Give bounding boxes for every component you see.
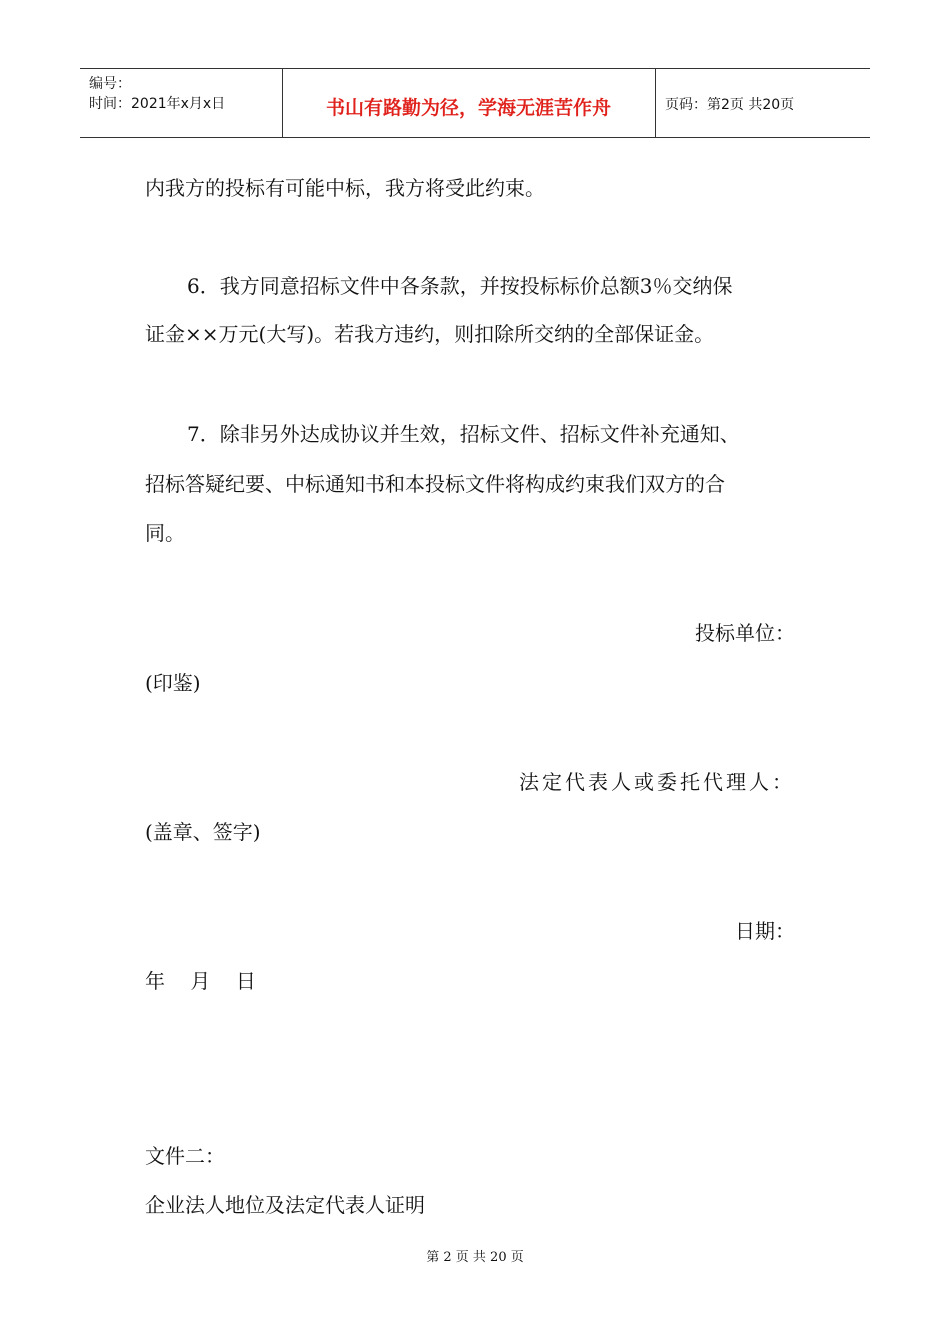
header-meta-cell — [80, 69, 283, 137]
file-two-title: 企业法人地位及法定代表人证明 — [145, 1193, 425, 1217]
representative-label: 法定代表人或委托代理人： — [519, 770, 795, 794]
header-page-info: 页码：第2页 共20页 — [665, 97, 795, 113]
file-two-label: 文件二： — [145, 1144, 225, 1168]
body-line: 招标答疑纪要、中标通知书和本投标文件将构成约束我们双方的合 — [145, 472, 725, 496]
header-page-cell — [655, 69, 870, 137]
body-line: 证金××万元(大写)。若我方违约，则扣除所交纳的全部保证金。 — [145, 322, 715, 346]
date-blank: 年 月 日 — [145, 969, 256, 993]
clause-7-line: 7．除非另外达成协议并生效，招标文件、招标文件补充通知、 — [187, 422, 740, 446]
stamp-sign-note: (盖章、签字) — [145, 820, 261, 844]
document-number-label: 编号： — [89, 76, 131, 92]
document-time-label: 时间：2021年x月x日 — [89, 96, 226, 112]
bidder-label: 投标单位： — [695, 621, 795, 645]
body-line: 内我方的投标有可能中标，我方将受此约束。 — [145, 176, 545, 200]
header-motto: 书山有路勤为径，学海无涯苦作舟 — [325, 97, 611, 119]
seal-note: (印鉴) — [145, 671, 201, 695]
date-label: 日期： — [735, 919, 795, 943]
header-motto-cell — [282, 69, 656, 137]
body-line: 同。 — [145, 521, 185, 545]
clause-6-line: 6．我方同意招标文件中各条款，并按投标标价总额3％交纳保 — [187, 274, 733, 298]
page-footer: 第 2 页 共 20 页 — [426, 1250, 524, 1265]
page-header — [80, 68, 870, 138]
